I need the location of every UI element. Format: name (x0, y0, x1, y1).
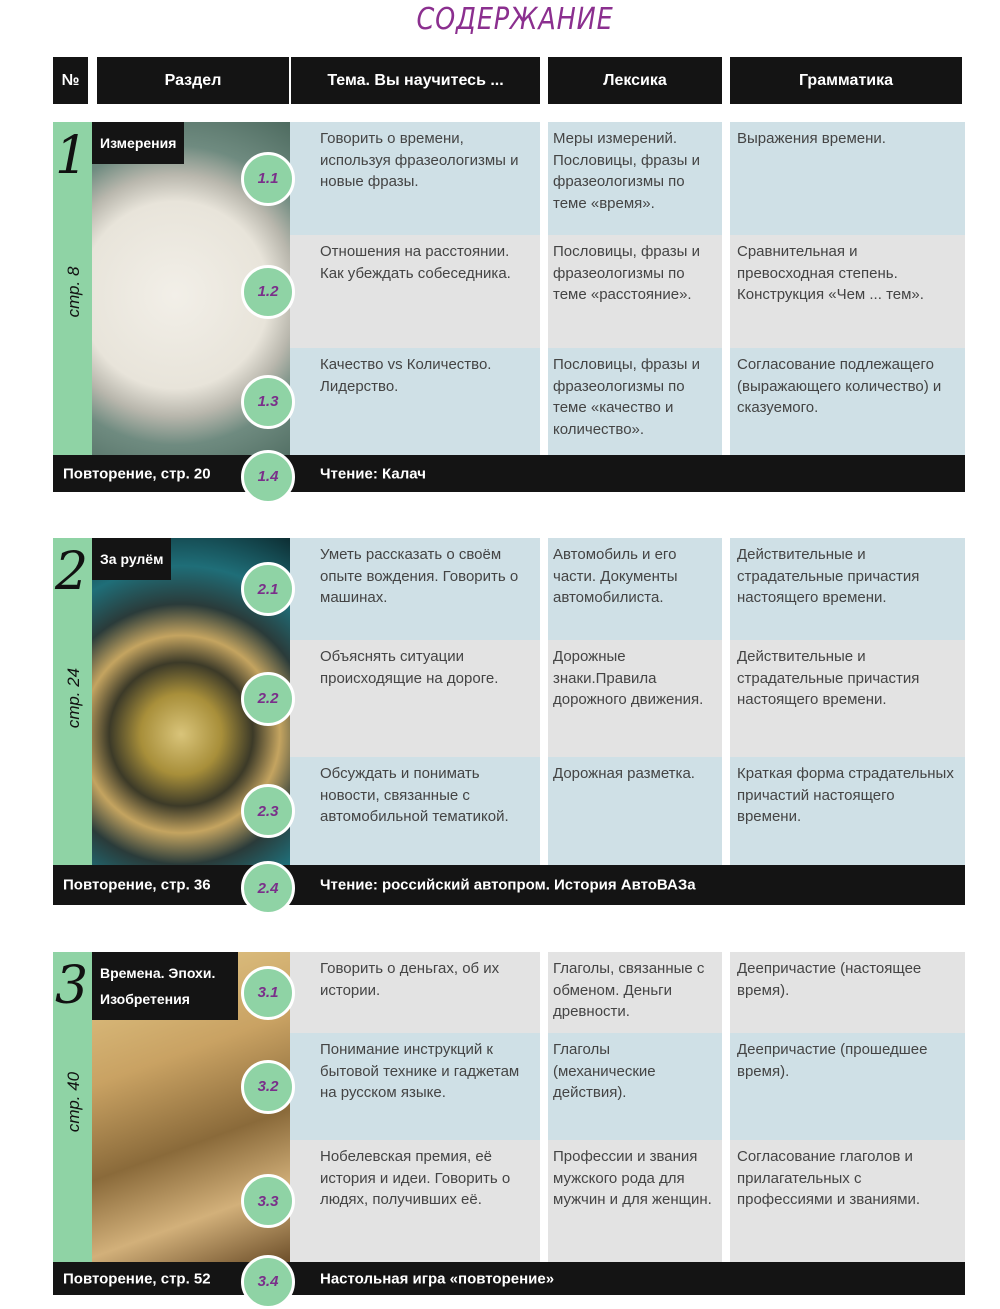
lesson-topic: Отношения на расстоянии. Как убеждать собеседника. (290, 235, 540, 348)
lesson-topic: Обсуждать и понимать новости, связанные с автомобильной тематикой. (290, 757, 540, 865)
unit-2 (53, 538, 965, 905)
lesson-grammar: Согласование подлежащего (выражающего количество) и сказуемого. (730, 348, 965, 455)
lesson-lexis: Глаголы (механические действия). (548, 1033, 722, 1140)
header-topic: Тема. Вы научитесь ... (291, 57, 540, 104)
lesson-row (290, 122, 965, 235)
page-reference: стр. 8 (64, 266, 83, 318)
lesson-number-badge: 3.2 (241, 1060, 295, 1114)
header-grammar: Грамматика (730, 57, 962, 104)
lesson-number-badge: 1.1 (241, 152, 295, 206)
lesson-grammar: Действительные и страдательные причастия настоящего времени. (730, 538, 965, 640)
lesson-topic: Уметь рассказать о своём опыте вождения. Говорить о машинах. (290, 538, 540, 640)
lesson-topic: Говорить о времени, используя фразеологизмы и новые фразы. (290, 122, 540, 235)
lesson-lexis: Профессии и звания мужского рода для мужчин и для женщин. (548, 1140, 722, 1262)
lesson-number-badge: 3.1 (241, 966, 295, 1020)
lesson-topic: Нобелевская премия, её история и идеи. Говорить о людях, получивших её. (290, 1140, 540, 1262)
section-title: Времена. Эпохи. Изобретения (92, 952, 238, 1020)
review-label: Повторение, стр. 52 (63, 1270, 211, 1287)
lesson-lexis: Пословицы, фразы и фразеологизмы по теме «качество и количество». (548, 348, 722, 455)
page-reference: стр. 24 (64, 667, 83, 729)
review-bar (53, 1262, 965, 1295)
review-label: Повторение, стр. 36 (63, 876, 211, 894)
lesson-grammar: Действительные и страдательные причастия настоящего времени. (730, 640, 965, 757)
lesson-topic: Понимание инструкций к бытовой технике и гаджетам на русском языке. (290, 1033, 540, 1140)
lesson-grammar: Деепричастие (настоящее время). (730, 952, 965, 1033)
lesson-lexis: Автомобиль и его части. Документы автомобилиста. (548, 538, 722, 640)
lesson-row (290, 348, 965, 455)
lesson-number-badge: 3.4 (241, 1255, 295, 1309)
unit-number: 3 (55, 956, 89, 1016)
review-reading: Чтение: российский автопром. История АвтоВАЗа (320, 876, 696, 894)
header-lexis: Лексика (548, 57, 722, 104)
lesson-number-badge: 2.1 (241, 562, 295, 616)
page-reference: стр. 40 (64, 1071, 83, 1133)
review-bar (53, 865, 965, 905)
unit-3 (53, 952, 965, 1295)
unit-1 (53, 122, 965, 492)
lesson-number-badge: 1.3 (241, 375, 295, 429)
unit-number: 2 (55, 542, 89, 602)
lesson-number-badge: 1.4 (241, 450, 295, 504)
review-reading: Настольная игра «повторение» (320, 1270, 555, 1287)
lesson-lexis: Дорожные знаки.Правила дорожного движения. (548, 640, 722, 757)
section-title: За рулём (92, 538, 171, 580)
header-num: № (53, 57, 88, 104)
lesson-row (290, 538, 965, 640)
header-section: Раздел (97, 57, 289, 104)
lesson-row (290, 1140, 965, 1262)
lesson-topic: Объяснять ситуации происходящие на дороге. (290, 640, 540, 757)
lesson-row (290, 952, 965, 1033)
lesson-lexis: Глаголы, связанные с обменом. Деньги древности. (548, 952, 722, 1033)
unit-number: 1 (55, 126, 89, 186)
lesson-topic: Говорить о деньгах, об их истории. (290, 952, 540, 1033)
lesson-grammar: Деепричастие (прошедшее время). (730, 1033, 965, 1140)
lesson-grammar: Сравнительная и превосходная степень. Конструкция «Чем ... тем». (730, 235, 965, 348)
section-title: Измерения (92, 122, 184, 164)
lesson-number-badge: 2.4 (241, 861, 295, 915)
lesson-row (290, 235, 965, 348)
lesson-row (290, 640, 965, 757)
lesson-grammar: Краткая форма страдательных причастий настоящего времени. (730, 757, 965, 865)
review-reading: Чтение: Калач (320, 465, 426, 482)
lesson-number-badge: 1.2 (241, 265, 295, 319)
lesson-grammar: Согласование глаголов и прилагательных с профессиями и званиями. (730, 1140, 965, 1262)
lesson-lexis: Пословицы, фразы и фразеологизмы по теме «расстояние». (548, 235, 722, 348)
lesson-grammar: Выражения времени. (730, 122, 965, 235)
lesson-number-badge: 3.3 (241, 1174, 295, 1228)
lesson-row (290, 757, 965, 865)
lesson-row (290, 1033, 965, 1140)
lesson-lexis: Дорожная разметка. (548, 757, 722, 865)
lesson-lexis: Меры измерений. Пословицы, фразы и фразеологизмы по теме «время». (548, 122, 722, 235)
review-label: Повторение, стр. 20 (63, 465, 211, 482)
lesson-topic: Качество vs Количество. Лидерство. (290, 348, 540, 455)
lesson-number-badge: 2.3 (241, 784, 295, 838)
lesson-number-badge: 2.2 (241, 672, 295, 726)
page-title: СОДЕРЖАНИЕ (416, 2, 614, 37)
review-bar (53, 455, 965, 492)
